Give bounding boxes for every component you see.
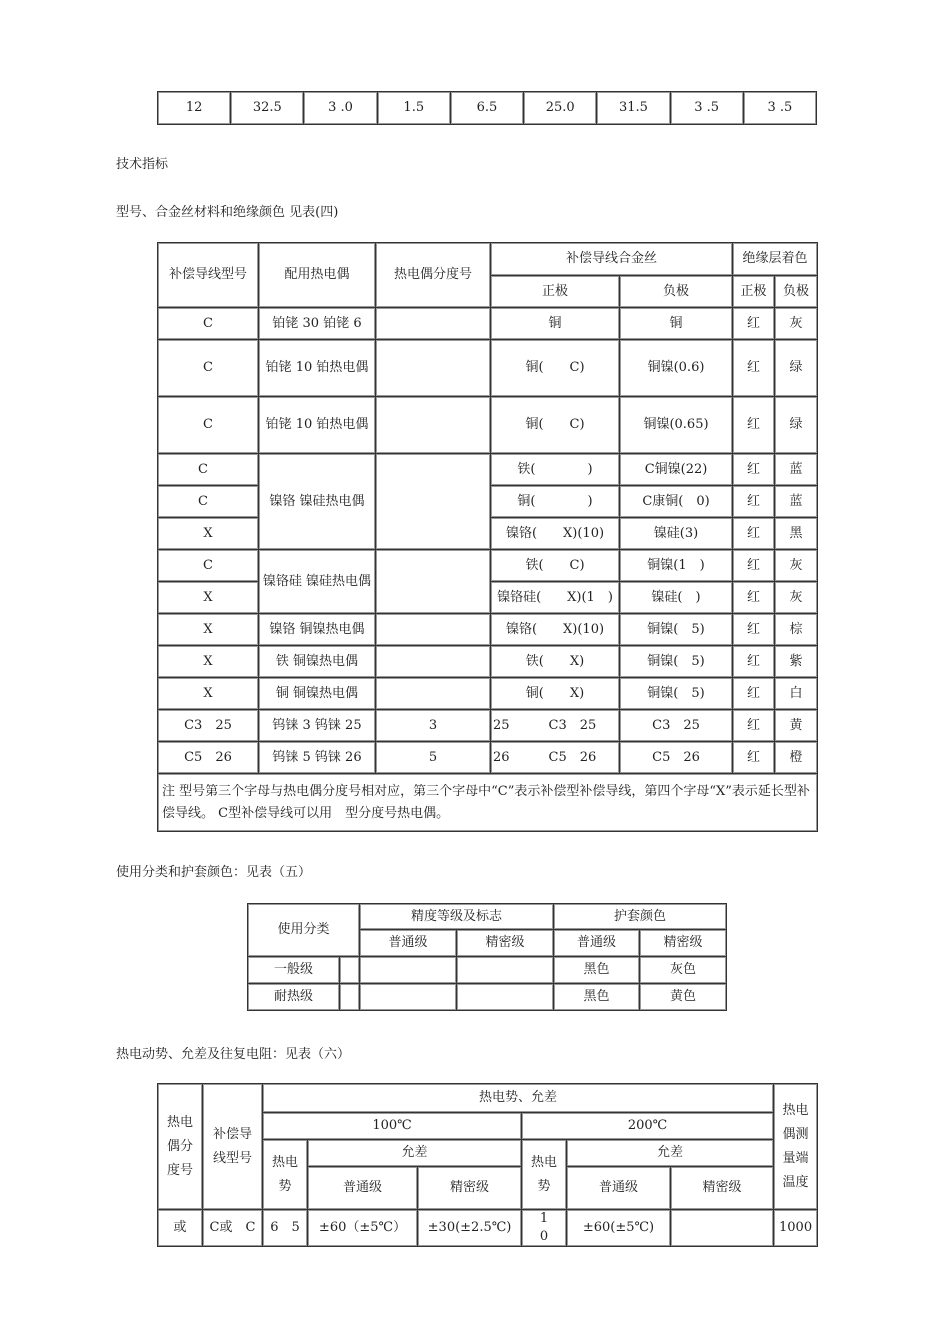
header-tol100: 允差	[308, 1140, 522, 1167]
cell-emf200: 1 0	[522, 1210, 567, 1247]
header-graduation-text: 热电偶分度号	[166, 1114, 193, 1178]
cell-graduation	[376, 678, 491, 710]
header-normal: 普通级	[360, 930, 457, 957]
header-insulation: 绝缘层着色	[733, 243, 818, 276]
cell-ins-negative: 橙	[775, 742, 818, 774]
cell-category: 耐热级	[248, 984, 340, 1011]
cell-ins-positive: 红	[733, 710, 775, 742]
cell-thermocouple: 钨铼 5 钨铼 26	[259, 742, 376, 774]
cell-model: X	[158, 582, 259, 614]
table5-caption: 使用分类和护套颜色：见表（五）	[116, 865, 312, 880]
cell-thermocouple: 铂铑 30 铂铑 6	[259, 308, 376, 340]
cell-negative: 镍硅( )	[620, 582, 733, 614]
cell-ins-positive: 红	[733, 340, 775, 397]
cell-emf100: 6 5	[263, 1210, 308, 1247]
header-emf: 热电势、允差	[263, 1084, 774, 1113]
top-cell: 3 .5	[743, 92, 816, 125]
cell-sheath-precise: 黄色	[640, 984, 727, 1011]
header-precise: 精密级	[457, 930, 554, 957]
cell-ins-positive: 红	[733, 582, 775, 614]
table6	[157, 1083, 818, 1247]
table-row	[158, 614, 818, 646]
cell-ins-negative: 黑	[775, 518, 818, 550]
cell-thermocouple: 铂铑 10 铂热电偶	[259, 340, 376, 397]
top-cell: 31.5	[597, 92, 670, 125]
top-cell: 3 .0	[304, 92, 377, 125]
cell-normal200: ±60(±5℃)	[567, 1210, 671, 1247]
cell-graduation	[376, 397, 491, 454]
table-row	[248, 984, 727, 1011]
cell-model: C5 26	[158, 742, 259, 774]
cell-ins-positive: 红	[733, 614, 775, 646]
header-model-text: 补偿导线型号	[212, 1126, 252, 1166]
header-tol200: 允差	[567, 1140, 774, 1167]
cell-temp: 1000	[774, 1210, 818, 1247]
top-cell: 12	[158, 92, 231, 125]
header-graduation	[158, 1084, 203, 1210]
cell-positive: 25 C3 25	[491, 710, 620, 742]
cell-thermocouple-group: 镍铬硅 镍硅热电偶	[259, 550, 376, 614]
top-cell: 6.5	[450, 92, 523, 125]
cell-negative: 镍硅(3)	[620, 518, 733, 550]
table4	[157, 242, 818, 832]
table6-caption: 热电动势、允差及往复电阻：见表（六）	[116, 1047, 351, 1062]
cell-normal100: ±60（±5℃）	[308, 1210, 418, 1247]
table-row	[158, 1210, 818, 1247]
top-cell: 25.0	[524, 92, 597, 125]
cell-ins-negative: 黄	[775, 710, 818, 742]
cell-ins-positive: 红	[733, 397, 775, 454]
table-row	[158, 678, 818, 710]
cell-ins-negative: 灰	[775, 582, 818, 614]
cell-thermocouple: 镍铬 铜镍热电偶	[259, 614, 376, 646]
header-normal100: 普通级	[308, 1167, 418, 1210]
table-row	[158, 340, 818, 397]
header-ins-positive: 正极	[733, 276, 775, 308]
table-row	[158, 550, 818, 582]
table-row	[248, 957, 727, 984]
cell-model: C	[158, 308, 259, 340]
cell-graduation: 5	[376, 742, 491, 774]
cell-ins-negative: 绿	[775, 340, 818, 397]
cell-negative: C康铜( 0)	[620, 486, 733, 518]
cell-sheath-normal: 黑色	[554, 984, 640, 1011]
cell-ins-negative: 灰	[775, 308, 818, 340]
cell-model: C	[158, 486, 259, 518]
cell-graduation: 或	[158, 1210, 203, 1247]
cell-positive: 铁( X)	[491, 646, 620, 678]
cell-ins-positive: 红	[733, 454, 775, 486]
cell-negative: 铜镍(1 )	[620, 550, 733, 582]
top-cell: 1.5	[377, 92, 450, 125]
cell-normal	[360, 984, 457, 1011]
header-200c: 200℃	[522, 1113, 774, 1140]
cell-sheath-normal: 黑色	[554, 957, 640, 984]
cell-model: C	[158, 454, 259, 486]
cell-positive: 铜( C)	[491, 397, 620, 454]
table-row	[158, 397, 818, 454]
cell-model: C	[158, 340, 259, 397]
header-precise200: 精密级	[671, 1167, 774, 1210]
tech-heading: 技术指标	[116, 157, 169, 172]
header-emf100-text: 热电势	[271, 1154, 298, 1194]
cell-model: C3 25	[158, 710, 259, 742]
top-cell: 32.5	[231, 92, 304, 125]
header-precision: 精度等级及标志	[360, 904, 554, 930]
header-thermocouple: 配用热电偶	[259, 243, 376, 308]
cell-ins-negative: 白	[775, 678, 818, 710]
cell-thermocouple: 铂铑 10 铂热电偶	[259, 397, 376, 454]
cell-positive: 铜	[491, 308, 620, 340]
cell-ins-negative: 棕	[775, 614, 818, 646]
cell-negative: C5 26	[620, 742, 733, 774]
cell-ins-negative: 蓝	[775, 486, 818, 518]
cell-negative: 铜镍( 5)	[620, 646, 733, 678]
table-row	[158, 646, 818, 678]
cell-precise100: ±30(±2.5℃)	[418, 1210, 522, 1247]
cell-ins-negative: 紫	[775, 646, 818, 678]
cell-ins-negative: 灰	[775, 550, 818, 582]
header-sheath-precise: 精密级	[640, 930, 727, 957]
cell-graduation: 3	[376, 710, 491, 742]
cell-thermocouple-group: 镍铬 镍硅热电偶	[259, 454, 376, 550]
header-precise100: 精密级	[418, 1167, 522, 1210]
top-table	[157, 91, 817, 125]
cell-graduation	[376, 308, 491, 340]
cell-ins-positive: 红	[733, 486, 775, 518]
header-model: 补偿导线型号	[158, 243, 259, 308]
table-row	[158, 308, 818, 340]
cell-positive: 26 C5 26	[491, 742, 620, 774]
cell-graduation	[376, 614, 491, 646]
cell-precise200	[671, 1210, 774, 1247]
cell-graduation	[376, 646, 491, 678]
cell-positive: 铜( X)	[491, 678, 620, 710]
cell-ins-positive: 红	[733, 646, 775, 678]
cell-negative: 铜镍( 5)	[620, 678, 733, 710]
cell-negative: C铜镍(22)	[620, 454, 733, 486]
cell-ins-positive: 红	[733, 678, 775, 710]
cell-positive: 铁( C)	[491, 550, 620, 582]
cell-model: C或 C	[203, 1210, 263, 1247]
cell-precise	[457, 984, 554, 1011]
cell-positive: 铁( )	[491, 454, 620, 486]
header-normal200: 普通级	[567, 1167, 671, 1210]
cell-ins-negative: 蓝	[775, 454, 818, 486]
cell-model: X	[158, 518, 259, 550]
table4-note: 注 型号第三个字母与热电偶分度号相对应，第三个字母中“C”表示补偿型补偿导线，第四个字母“X”表示延长型补偿导线。 C型补偿导线可以用 型分度号热电偶。	[158, 774, 818, 832]
header-category: 使用分类	[248, 904, 360, 957]
table5	[247, 903, 727, 1011]
header-emf200	[522, 1140, 567, 1210]
header-100c: 100℃	[263, 1113, 522, 1140]
cell-model: X	[158, 646, 259, 678]
header-model	[203, 1084, 263, 1210]
cell-model: X	[158, 678, 259, 710]
cell-thermocouple: 铁 铜镍热电偶	[259, 646, 376, 678]
header-temp-text: 热电偶测量端温度	[782, 1102, 809, 1190]
header-sheath-normal: 普通级	[554, 930, 640, 957]
cell-ins-positive: 红	[733, 308, 775, 340]
cell-ins-positive: 红	[733, 518, 775, 550]
cell-blank	[340, 957, 360, 984]
cell-positive: 铜( )	[491, 486, 620, 518]
header-sheath: 护套颜色	[554, 904, 727, 930]
cell-negative: C3 25	[620, 710, 733, 742]
cell-normal	[360, 957, 457, 984]
cell-ins-positive: 红	[733, 550, 775, 582]
cell-positive: 镍铬( X)(10)	[491, 518, 620, 550]
table4-caption: 型号、合金丝材料和绝缘颜色 见表(四)	[116, 205, 339, 220]
cell-graduation	[376, 550, 491, 614]
cell-model: X	[158, 614, 259, 646]
cell-ins-negative: 绿	[775, 397, 818, 454]
cell-negative: 铜镍(0.65)	[620, 397, 733, 454]
cell-model: C	[158, 397, 259, 454]
cell-thermocouple: 铜 铜镍热电偶	[259, 678, 376, 710]
cell-graduation	[376, 340, 491, 397]
top-cell: 3 .5	[670, 92, 743, 125]
header-graduation: 热电偶分度号	[376, 243, 491, 308]
cell-positive: 镍铬硅( X)(1 )	[491, 582, 620, 614]
cell-sheath-precise: 灰色	[640, 957, 727, 984]
header-emf200-text: 热电势	[530, 1154, 557, 1194]
cell-graduation	[376, 454, 491, 550]
table-row	[158, 742, 818, 774]
cell-model: C	[158, 550, 259, 582]
cell-negative: 铜镍( 5)	[620, 614, 733, 646]
header-negative: 负极	[620, 276, 733, 308]
cell-precise	[457, 957, 554, 984]
cell-category: 一般级	[248, 957, 340, 984]
cell-ins-positive: 红	[733, 742, 775, 774]
cell-negative: 铜	[620, 308, 733, 340]
header-ins-negative: 负极	[775, 276, 818, 308]
cell-positive: 铜( C)	[491, 340, 620, 397]
header-temp	[774, 1084, 818, 1210]
cell-positive: 镍铬( X)(10)	[491, 614, 620, 646]
header-alloy: 补偿导线合金丝	[491, 243, 733, 276]
header-positive: 正极	[491, 276, 620, 308]
header-emf100	[263, 1140, 308, 1210]
table-row	[158, 454, 818, 486]
table-row	[158, 710, 818, 742]
cell-thermocouple: 钨铼 3 钨铼 25	[259, 710, 376, 742]
cell-negative: 铜镍(0.6)	[620, 340, 733, 397]
cell-blank	[340, 984, 360, 1011]
